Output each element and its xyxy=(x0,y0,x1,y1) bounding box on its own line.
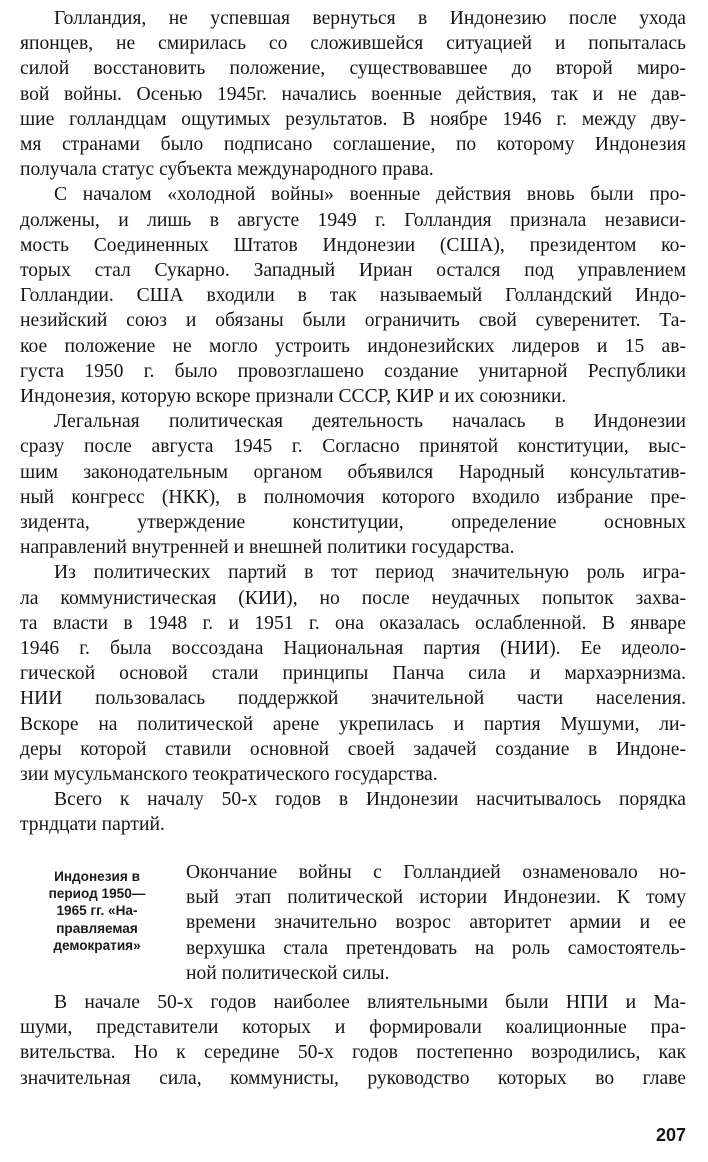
text-line: шим законодательным органом объявился Народный консультатив- xyxy=(20,461,686,483)
text-line: гической основой стали принципы Панча сила и мархаэрнизма. xyxy=(20,663,686,685)
text-line: шие голландцам ощутимых результатов. В ноябре 1946 г. между дву- xyxy=(20,108,686,130)
text-line: получала статус субъекта международного права. xyxy=(20,159,434,181)
text-line: шуми, представители которых и формировали коалиционные пра- xyxy=(20,1017,686,1039)
text-line: С началом «холодной войны» военные действия вновь были про- xyxy=(54,184,686,206)
text-line: значительная сила, коммунисты, руководство которых во главе xyxy=(20,1067,686,1089)
section-sidenote xyxy=(14,868,180,954)
paragraph-3 xyxy=(20,409,686,560)
text-line: кое положение не могло устроить индонезийских лидеров и 15 ав- xyxy=(20,335,686,357)
sidenote-line: 1965 гг. «На- xyxy=(56,903,138,919)
text-line: верхушка стала претендовать на роль самостоятель- xyxy=(186,937,686,959)
text-line: ной политической силы. xyxy=(186,962,390,984)
text-line: та власти в 1948 г. и 1951 г. она оказалась ослабленной. В январе xyxy=(20,612,686,634)
text-line: мость Соединенных Штатов Индонезии (США), президентом ко- xyxy=(20,234,686,256)
text-line: Из политических партий в тот период значительную роль игра- xyxy=(54,562,686,584)
text-line: Индонезия, которую вскоре признали СССР, КИР и их союзники. xyxy=(20,385,567,407)
text-line: Голландия, не успевшая вернуться в Индонезию после ухода xyxy=(54,8,686,29)
text-line: направлений внутренней и внешней политики государства. xyxy=(20,537,515,559)
paragraph-5 xyxy=(20,787,686,837)
text-line: вый этап политической истории Индонезии. К тому xyxy=(186,887,686,909)
text-line: зии мусульманского теократического государства. xyxy=(20,763,438,785)
text-line: должены, и лишь в августе 1949 г. Голландия признала независи- xyxy=(20,209,686,231)
text-line: вой войны. Осенью 1945г. начались военные действия, так и не дав- xyxy=(20,83,686,105)
text-line: силой восстановить положение, существовавшее до второй миро- xyxy=(20,58,686,80)
text-line: 1946 г. была воссоздана Национальная партия (НИИ). Ее идеоло- xyxy=(20,637,686,659)
text-line: незийский союз и обязаны были ограничить свой суверенитет. Та- xyxy=(20,310,686,332)
text-line: мя странами было подписано соглашение, по которому Индонезия xyxy=(20,133,686,155)
paragraph-6 xyxy=(20,990,686,1091)
paragraph-4 xyxy=(20,560,686,787)
text-line: НИИ пользовалась поддержкой значительной части населения. xyxy=(20,688,686,710)
text-line: Всего к началу 50-х годов в Индонезии насчитывалось порядка xyxy=(54,789,686,811)
text-line: трндцати партий. xyxy=(20,814,165,836)
text-line: торых стал Сукарно. Западный Ириан остался под управлением xyxy=(20,259,686,281)
page-number: 207 xyxy=(655,1125,686,1145)
text-line: Легальная политическая деятельность началась в Индонезии xyxy=(54,411,686,433)
text-line: Голландии. США входили в так называемый Голландский Индо- xyxy=(20,285,686,307)
text-line: деры которой ставили основной своей задачей создание в Индоне- xyxy=(20,738,686,760)
text-line: зидента, утверждение конституции, определение основных xyxy=(20,511,686,533)
text-line: Окончание войны с Голландией ознаменовало но- xyxy=(186,862,686,883)
text-line: сразу после августа 1945 г. Согласно принятой конституции, выс- xyxy=(20,436,686,458)
sidenote-line: демократия» xyxy=(53,937,141,953)
text-line: густа 1950 г. было провозглашено создание унитарной Республики xyxy=(20,360,686,382)
sidenote-line: Индонезия в xyxy=(54,869,140,884)
text-line: японцев, не смирилась со сложившейся ситуацией и попыталась xyxy=(20,33,686,55)
text-line: времени значительно возрос авторитет армии и ее xyxy=(186,912,686,934)
sidenote-line: период 1950— xyxy=(48,886,146,902)
paragraph-2 xyxy=(20,182,686,409)
text-line: В начале 50-х годов наиболее влиятельными были НПИ и Ма- xyxy=(54,992,686,1013)
aside-paragraph xyxy=(186,860,686,986)
text-line: ный конгресс (НКК), в полномочия которого входило избрание пре- xyxy=(20,486,686,508)
text-line: Вскоре на политической арене укрепилась и партия Мушуми, ли- xyxy=(20,713,686,735)
text-line: ла коммунистическая (КИИ), но после неудачных попыток захва- xyxy=(20,587,686,609)
text-line: вительства. Но к середине 50-х годов постепенно возродились, как xyxy=(20,1042,686,1064)
paragraph-1 xyxy=(20,6,686,182)
sidenote-line: правляемая xyxy=(56,920,138,936)
